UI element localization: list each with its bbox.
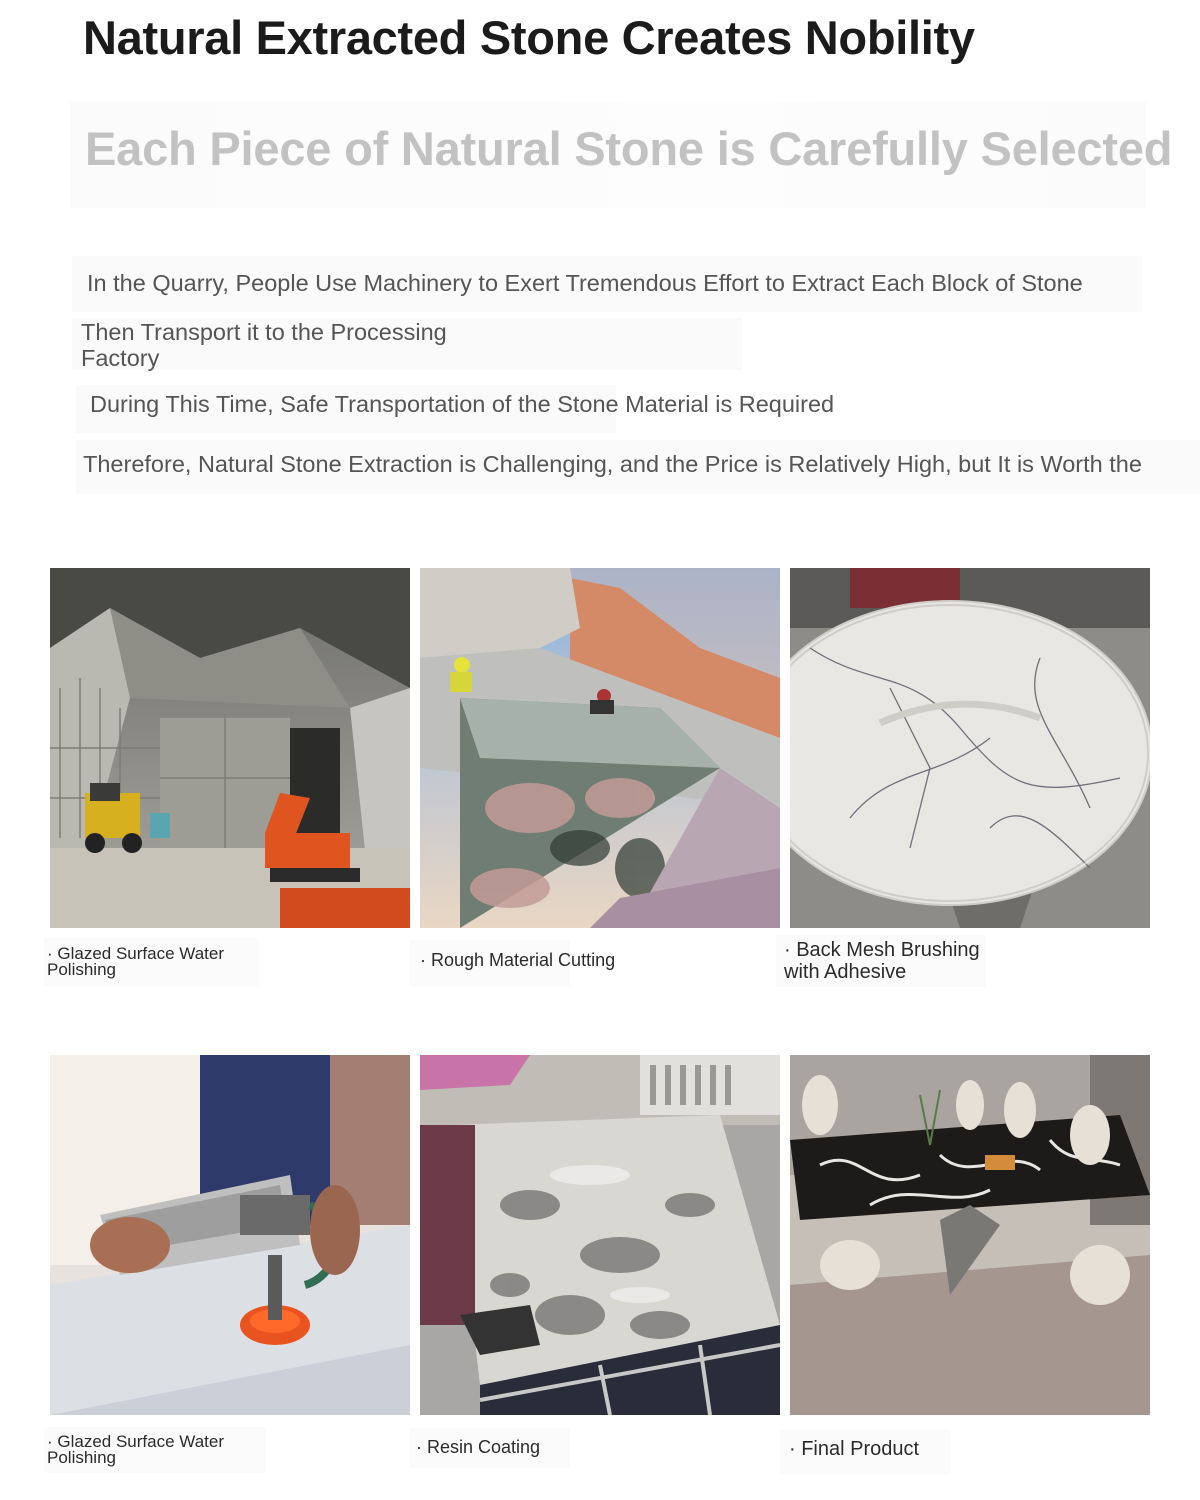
resin-coating-slab-photo — [420, 1055, 780, 1415]
gallery-caption-2: · Rough Material Cutting — [420, 950, 616, 970]
stone-quarry-tunnel-photo — [50, 568, 410, 928]
intro-line-safety: During This Time, Safe Transportation of the Stone Material is Required — [90, 391, 835, 417]
gallery-caption-1: · Glazed Surface Water Polishing — [47, 944, 224, 979]
gallery-caption-4: · Glazed Surface Water Polishing — [47, 1432, 224, 1467]
polishing-grinder-photo — [50, 1055, 410, 1415]
gallery-caption-5: · Resin Coating — [416, 1437, 541, 1457]
page-title: Natural Extracted Stone Creates Nobility — [83, 11, 975, 64]
quarry-block-cutting-photo — [420, 568, 780, 928]
gallery-caption-6: · Final Product — [789, 1438, 920, 1460]
dining-table-final-product-photo — [790, 1055, 1150, 1415]
intro-line-transport: Then Transport it to the Processing Factory — [81, 319, 447, 371]
page-subtitle: Each Piece of Natural Stone is Carefully Selected — [85, 122, 1173, 175]
intro-line-quarry: In the Quarry, People Use Machinery to Exert Tremendous Effort to Extract Each Block of Stone — [87, 270, 1083, 296]
round-marble-slab-photo — [790, 568, 1150, 928]
intro-line-price: Therefore, Natural Stone Extraction is Challenging, and the Price is Relatively High, but It is Worth the — [83, 451, 1142, 477]
gallery-caption-3: · Back Mesh Brushing with Adhesive — [784, 939, 980, 983]
